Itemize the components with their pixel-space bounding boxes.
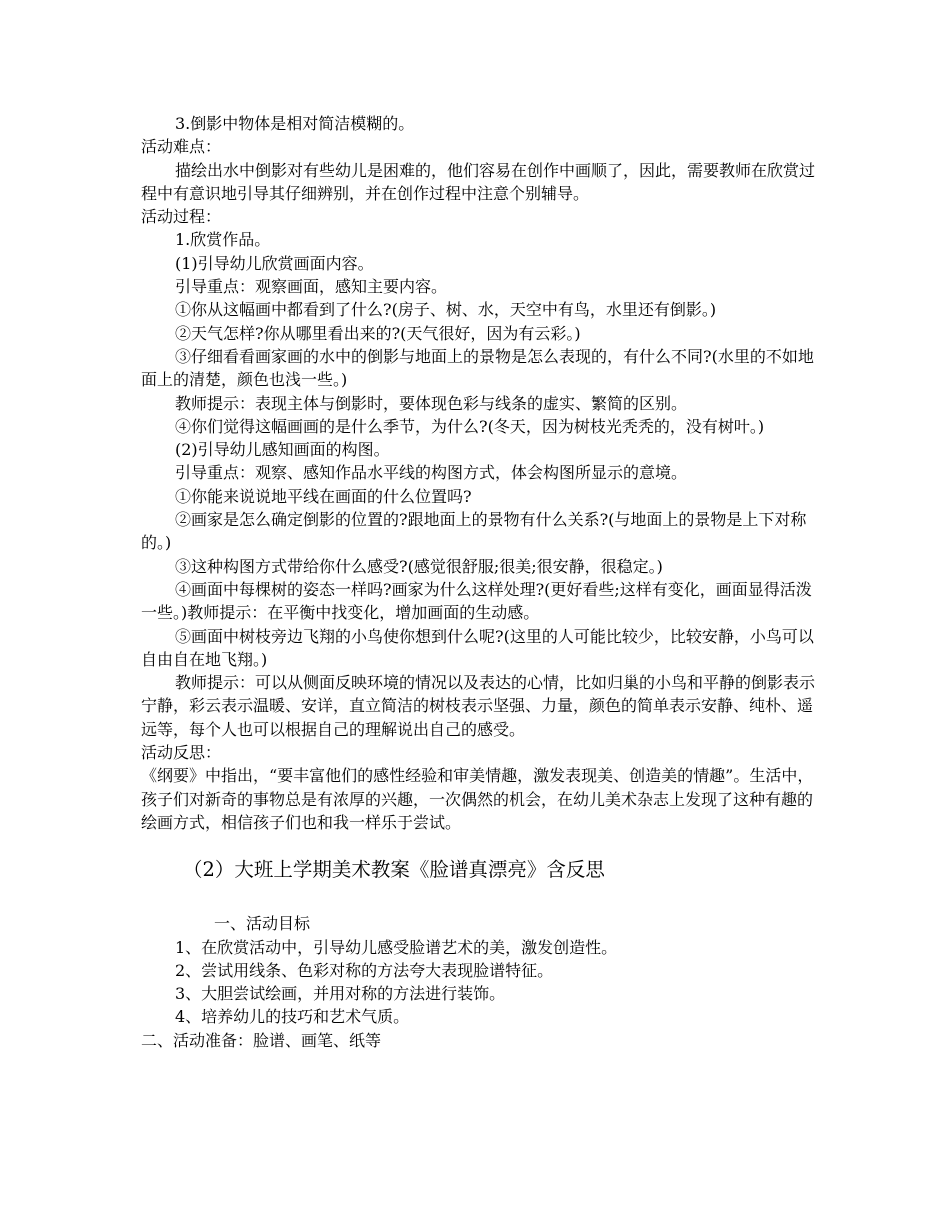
list-item: 3、大胆尝试绘画，并用对称的方法进行装饰。 <box>175 984 506 1004</box>
heading-reflection: 活动反思： <box>141 743 222 763</box>
paragraph: ②画家是怎么确定倒影的位置的?跟地面上的景物有什么关系?(与地面上的景物是上下对称的。) <box>141 510 807 553</box>
heading-preparation: 二、活动准备：脸谱、画笔、纸等 <box>141 1030 382 1050</box>
list-item: 4、培养幼儿的技巧和艺术气质。 <box>175 1007 410 1027</box>
paragraph: (2)引导幼儿感知画面的构图。 <box>175 440 390 460</box>
paragraph: 教师提示：可以从侧面反映环境的情况以及表达的心情，比如归巢的小鸟和平静的倒影表示宁静，彩云表示温暖、安详，直立简洁的树枝表示坚强、力量，颜色的简单表示安静、纯朴、遥远等，每个人也可以根据自己的理解说出自己的感受。 <box>141 673 816 739</box>
heading-difficulty: 活动难点： <box>141 137 222 157</box>
paragraph: 《纲要》中指出，“要丰富他们的感性经验和审美情趣，激发表现美、创造美的情趣”。生活中，孩子们对新奇的事物总是有浓厚的兴趣，一次偶然的机会，在幼儿美术杂志上发现了这种有趣的绘画方式，相信孩子们也和我一样乐于尝试。 <box>141 766 814 832</box>
paragraph: ①你能来说说地平线在画面的什么位置吗? <box>175 486 472 506</box>
paragraph: 引导重点：观察、感知作品水平线的构图方式，体会构图所显示的意境。 <box>175 463 688 483</box>
list-item: 2、尝试用线条、色彩对称的方法夸大表现脸谱特征。 <box>175 960 554 980</box>
paragraph: ④你们觉得这幅画画的是什么季节，为什么?(冬天，因为树枝光秃秃的，没有树叶。) <box>175 416 765 436</box>
section-title: （2）大班上学期美术教案《脸谱真漂亮》含反思 <box>183 858 605 882</box>
heading-goals: 一、活动目标 <box>214 914 311 934</box>
heading-process: 活动过程： <box>141 207 222 227</box>
paragraph: ②天气怎样?你从哪里看出来的?(天气很好，因为有云彩。) <box>175 323 581 343</box>
paragraph: ④画面中每棵树的姿态一样吗?画家为什么这样处理?(更好看些;这样有变化，画面显得活泼一些。)教师提示：在平衡中找变化，增加画面的生动感。 <box>141 579 812 623</box>
document-body <box>141 112 821 1052</box>
paragraph: 3.倒影中物体是相对简洁模糊的。 <box>175 114 415 133</box>
paragraph: 1.欣赏作品。 <box>175 230 271 250</box>
paragraph: ⑤画面中树枝旁边飞翔的小鸟使你想到什么呢?(这里的人可能比较少，比较安静，小鸟可以自由自在地飞翔。) <box>141 626 814 669</box>
paragraph: 引导重点：观察画面，感知主要内容。 <box>175 277 448 297</box>
list-item: 1、在欣赏活动中，引导幼儿感受脸谱艺术的美，激发创造性。 <box>175 937 618 957</box>
paragraph: 教师提示：表现主体与倒影时，要体现色彩与线条的虚实、繁简的区别。 <box>175 393 688 413</box>
paragraph: ③这种构图方式带给你什么感受?(感觉很舒服;很美;很安静，很稳定。) <box>175 556 663 576</box>
paragraph: (1)引导幼儿欣赏画面内容。 <box>175 253 374 273</box>
paragraph: 描绘出水中倒影对有些幼儿是困难的，他们容易在创作中画顺了，因此，需要教师在欣赏过程中有意识地引导其仔细辨别，并在创作过程中注意个别辅导。 <box>141 160 816 203</box>
paragraph: ①你从这幅画中都看到了什么?(房子、树、水，天空中有鸟，水里还有倒影。) <box>175 300 717 320</box>
paragraph: ③仔细看看画家画的水中的倒影与地面上的景物是怎么表现的，有什么不同?(水里的不如地面上的清楚，颜色也浅一些。) <box>141 346 814 390</box>
